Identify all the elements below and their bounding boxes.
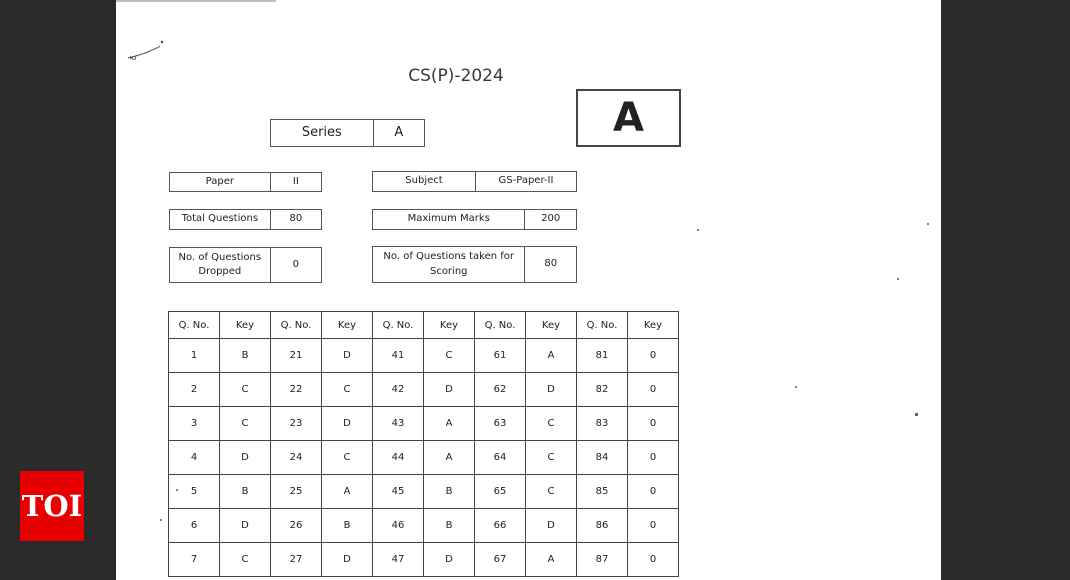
answer-key-header-row — [169, 312, 679, 339]
table-row — [169, 373, 679, 407]
answer-key-cell: 0 — [628, 543, 679, 577]
column-header: Key — [220, 312, 271, 339]
table-row — [169, 475, 679, 509]
table-row — [169, 509, 679, 543]
column-header: Q. No. — [271, 312, 322, 339]
questions-scored-label: No. of Questions taken for Scoring — [383, 251, 515, 277]
question-number-cell: 5 — [169, 475, 220, 509]
maximum-marks-value: 200 — [524, 210, 576, 229]
question-number-cell: 61 — [475, 339, 526, 373]
answer-key-cell: 0 — [628, 475, 679, 509]
answer-key-cell: 0 — [628, 407, 679, 441]
answer-key-cell: A — [424, 441, 475, 475]
answer-key-cell: 0 — [628, 339, 679, 373]
question-number-cell: 67 — [475, 543, 526, 577]
answer-key-cell: C — [424, 339, 475, 373]
document-page — [116, 0, 941, 580]
question-number-cell: 23 — [271, 407, 322, 441]
answer-key-cell: D — [322, 339, 373, 373]
answer-key-cell: 0 — [628, 509, 679, 543]
answer-key-cell: B — [424, 475, 475, 509]
answer-key-cell: D — [220, 509, 271, 543]
question-number-cell: 26 — [271, 509, 322, 543]
column-header: Key — [424, 312, 475, 339]
question-number-cell: 85 — [577, 475, 628, 509]
answer-key-cell: C — [220, 407, 271, 441]
question-number-cell: 41 — [373, 339, 424, 373]
question-number-cell: 1 — [169, 339, 220, 373]
question-number-cell: 66 — [475, 509, 526, 543]
column-header: Q. No. — [475, 312, 526, 339]
question-number-cell: 44 — [373, 441, 424, 475]
maximum-marks-box — [372, 209, 577, 230]
question-number-cell: 7 — [169, 543, 220, 577]
total-questions-label: Total Questions — [181, 213, 259, 225]
questions-dropped-box — [169, 247, 322, 283]
scan-speck — [697, 229, 699, 231]
answer-key-cell: B — [322, 509, 373, 543]
answer-key-cell: D — [322, 543, 373, 577]
answer-key-cell: D — [424, 543, 475, 577]
question-number-cell: 45 — [373, 475, 424, 509]
scan-speck — [927, 223, 929, 225]
column-header: Q. No. — [577, 312, 628, 339]
question-number-cell: 22 — [271, 373, 322, 407]
scan-speck — [160, 519, 162, 521]
question-number-cell: 43 — [373, 407, 424, 441]
series-box — [270, 119, 425, 147]
answer-key-cell: C — [220, 373, 271, 407]
scan-speck — [795, 386, 797, 388]
answer-key-cell: B — [424, 509, 475, 543]
answer-key-cell: A — [526, 543, 577, 577]
column-header: Key — [322, 312, 373, 339]
column-header: Key — [628, 312, 679, 339]
question-number-cell: 47 — [373, 543, 424, 577]
question-number-cell: 2 — [169, 373, 220, 407]
question-number-cell: 3 — [169, 407, 220, 441]
answer-key-cell: 0 — [628, 373, 679, 407]
subject-label: Subject — [405, 175, 443, 187]
answer-key-cell: C — [322, 373, 373, 407]
scan-speck — [897, 278, 899, 280]
question-number-cell: 87 — [577, 543, 628, 577]
questions-scored-value: 80 — [524, 247, 576, 282]
table-row — [169, 407, 679, 441]
questions-dropped-value: 0 — [270, 248, 321, 282]
answer-key-cell: D — [322, 407, 373, 441]
series-value: A — [373, 120, 424, 146]
question-number-cell: 65 — [475, 475, 526, 509]
set-code-box: A — [576, 89, 681, 147]
question-number-cell: 4 — [169, 441, 220, 475]
maximum-marks-label: Maximum Marks — [407, 213, 490, 225]
answer-key-cell: D — [526, 509, 577, 543]
toi-logo: TOI — [20, 471, 84, 541]
question-number-cell: 81 — [577, 339, 628, 373]
question-number-cell: 42 — [373, 373, 424, 407]
total-questions-value: 80 — [270, 210, 321, 229]
pen-scribble — [126, 40, 176, 62]
table-row — [169, 339, 679, 373]
paper-label: Paper — [205, 175, 234, 187]
answer-key-cell: D — [526, 373, 577, 407]
answer-key-cell: A — [526, 339, 577, 373]
answer-key-cell: A — [424, 407, 475, 441]
answer-key-cell: C — [526, 475, 577, 509]
answer-key-cell: 0 — [628, 441, 679, 475]
answer-key-cell: D — [220, 441, 271, 475]
column-header: Q. No. — [373, 312, 424, 339]
answer-key-body — [169, 339, 679, 577]
question-number-cell: 24 — [271, 441, 322, 475]
question-number-cell: 64 — [475, 441, 526, 475]
table-row — [169, 441, 679, 475]
question-number-cell: 86 — [577, 509, 628, 543]
questions-scored-box — [372, 246, 577, 283]
question-number-cell: 83 — [577, 407, 628, 441]
total-questions-box — [169, 209, 322, 230]
answer-key-cell: A — [322, 475, 373, 509]
question-number-cell: 25 — [271, 475, 322, 509]
question-number-cell: 82 — [577, 373, 628, 407]
question-number-cell: 62 — [475, 373, 526, 407]
answer-key-cell: B — [220, 339, 271, 373]
table-row — [169, 543, 679, 577]
answer-key-cell: C — [322, 441, 373, 475]
answer-key-cell: C — [220, 543, 271, 577]
scan-edge-line — [116, 0, 276, 2]
question-number-cell: 63 — [475, 407, 526, 441]
column-header: Key — [526, 312, 577, 339]
question-number-cell: 84 — [577, 441, 628, 475]
page-title: CS(P)-2024 — [408, 66, 504, 86]
paper-box — [169, 172, 322, 192]
question-number-cell: 46 — [373, 509, 424, 543]
answer-key-cell: D — [424, 373, 475, 407]
column-header: Q. No. — [169, 312, 220, 339]
questions-dropped-label: No. of Questions Dropped — [178, 251, 262, 277]
answer-key-table — [168, 311, 679, 577]
series-label: Series — [301, 124, 342, 140]
answer-key-cell: B — [220, 475, 271, 509]
scan-speck — [176, 489, 178, 491]
answer-key-cell: C — [526, 407, 577, 441]
question-number-cell: 21 — [271, 339, 322, 373]
subject-value: GS-Paper-II — [475, 172, 576, 191]
question-number-cell: 27 — [271, 543, 322, 577]
scan-speck — [915, 413, 918, 416]
paper-value: II — [270, 173, 321, 191]
answer-key-cell: C — [526, 441, 577, 475]
subject-box — [372, 171, 577, 192]
question-number-cell: 6 — [169, 509, 220, 543]
